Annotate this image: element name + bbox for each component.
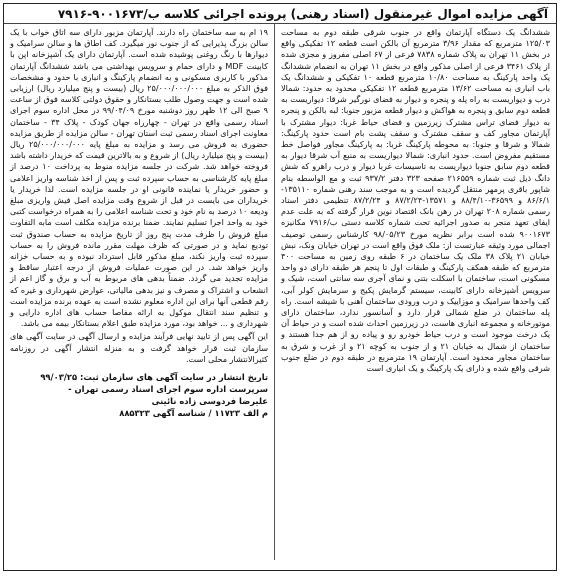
right-column	[274, 24, 556, 560]
left-column	[4, 24, 274, 560]
notice-footer	[10, 371, 268, 419]
publication-date: تاریخ انتشار در سایت آگهی های سازمان ثبت: ۹۹/۰۳/۲۵	[40, 372, 268, 383]
office-name: سرپرست اداره سوم اجرای اسناد رسمی تهران -	[68, 384, 268, 395]
signer-name: علیرضا فردوسی زاده نائینی	[151, 396, 268, 407]
auction-terms-paragraph: ۱۹ ام به سه ساختمان راه دارند. آپارتمان مزبور دارای سه اتاق خواب با یک سالن بزرگ پذیرایی که از جنوب نور میگیرد. کف اطاق ها و سالن سرامیک و دیوارها با رنگ روغنی پوشیده شده است. آپارتمان دارای یک آشپزخانه اپن با کابینت MDF و دارای حمام و سرویس بهداشتی می باشد ششدانگ آپارتمان مذکور با کاربری مسکونی و به انضمام پارکینگ و انباری با حدود و مشخصات فوق الذکر به مبلغ ۲۵/۰۰۰/۰۰۰/۰۰۰ ریال (بیست و پنج میلیارد ریال) ارزیابی شده است و جهت وصول طلب بستانکار و حقوق دولتی کلاسه فوق از ساعت ۹ صبح الی ۱۲ ظهر روز دوشنبه مورخ ۹۹/۰۴/۰۹ در محل اداره سوم اجرای اسناد رسمی واقع در تهران - چهارراه جهان کودک - پلاک ۳۴ - ساختمان معاونت اجرای اسناد رسمی ثبت استان تهران - سالن مزایده از طریق مزایده حضوری به فروش می رسد و مزایده به مبلغ پایه ۲۵/۰۰۰/۰۰۰/۰۰۰ ریال (بیست و پنج میلیارد ریال) از شروع و به بالاترین قیمت که خریدار داشته باشد فروخته خواهد شد. شرکت در جلسه مزایده منوط به پرداخت ۱۰ درصد از مبلغ پایه کارشناسی به حساب سپرده ثبت و پس از اخذ شناسه واریز اعلامی و حضور خریدار یا نماینده قانونی او در جلسه مزایده است. لذا خریدار یا خریداران می بایست در قبل از شروع وقت مزایده اصل فیش واریزی مبلغ ودیعه ۱۰ درصد به نام خود و تحت شناسه اعلامی را به همراه درخواست کتبی خود به واحد اجرا تسلیم نمایند. ضمنا برنده مزایده مکلف است مابه التفاوت مبلغ فروش را ظرف مدت پنج روز از تاریخ مزایده به حساب صندوق ثبت تودیع نماید و در صورتی که ظرف مهلت مقرر مانده فروش را به حساب سپرده ثبت واریز نکند، مبلغ مذکور قابل استرداد نبوده و به حساب خزانه واریز خواهد شد. در این صورت عملیات فروش از درجه اعتبار ساقط و مزایده تجدید می گردد. ضمناً بدهی های مربوط به آب و برق و گاز اعم از انشعاب و اشتراک و مصرف و نیز بدهی مالیاتی، عوارض شهرداری و غیره که رقم قطعی آنها برای این اداره معلوم نشده است به عهده برنده مزایده است و تنظیم سند انتقال موکول به ارائه مفاصا حساب های اداره دارایی و شهرداری و ... خواهد بود، مورد مزایده طبق اعلام بستانکار بیمه می باشد.	[10, 27, 269, 329]
notice-title: آگهی مزایده اموال غیرمنقول (اسناد رهنی) پرونده اجرائی کلاسه ب/۹۰۰۱۶۷۳-۷۹۱۶	[4, 4, 556, 24]
publication-note-paragraph: این آگهی پس از تایید نهایی فرآیند مزایده و ارسال آگهی در سایت آگهی های سازمان ثبت قرار خواهد گرفت و به منزله انتشار آگهی در روزنامه کثیرالانتشار محلی است.	[10, 331, 268, 364]
notice-code: م الف ۱۱۷۲۳ / شناسه آگهی ۸۸۵۳۲۳	[119, 408, 268, 419]
notice-columns	[4, 24, 556, 560]
auction-notice	[3, 3, 557, 571]
property-description-paragraph: ششدانگ یک دستگاه آپارتمان واقع در جنوب شرقی طبقه دوم به مساحت ۱۲۵/۰۳ مترمربع که مقدار ۳/۹۶ مترمربع آن بالکن است قطعه ۱۲ تفکیکی واقع در بخش ۱۱ تهران به پلاک شماره ۷۸۳۸ فرعی از ۶۷ اصلی مفروز و مجزی شده از پلاک ۳۴۶۱ فرعی از اصلی مذکور واقع در بخش ۱۱ تهران به انضمام ششدانگ یک واحد پارکینگ به مساحت ۱۰/۸۰ مترمربع قطعه ۱۰ تفکیکی و ششدانگ یک باب انباری به مساحت ۱۳/۶۲ مترمربع قطعه ۱۲ تفکیکی محدود به حدود: شمالا درب و دیواریست به راه پله و پنجره و دیوار به فضای نورگیر شرقا: دیواریست به قطعه دوم سابق و پنجره به هواکش و دیوار قطعه مزبور جنوبا: لبه بالکن و پنجره به دیوار فضای تراس مشترک زیرزمین و فضای حیاط غربا: دیوار مشترک با آپارتمان مجاور کف و سقف مشترک و سقف پشت بام است حدود پارکینگ: شمالا و شرقا و جنوبا: به محوطه پارکینگ غربا: به پارکینگ مجاور فواصل خط مستقیم مفروض است. حدود انباری: شمالا دیواریست به منبع آب شرقا دیوار به قطعه دوم سابق جنوبا دیواریست به تاسیسات غربا دیوار و درب راهرو که شش دانگ ذیل ثبت شماره ۲۱۶۵۵۹ صفحه ۳۲۳ دفتر ۹۳۷/۲ ثبت و مع الواسطه بنام شاپور باقری پرمهر منتقل گردیده است و به موجب سند رهنی شماره ۱۳۵۱۱۰- ۸۶/۶/۱ و ۳۶۵۹۹-۸۸/۴/۱۰ و ۱۳۵۷۱-۸۷/۲/۲۴ و ۸۷/۲/۲۴ تنظیمی دفتر اسناد رسمی شماره ۲۰۸ تهران در رهن بانک اقتصاد نوین قرار گرفته که به علت عدم ایفای تعهد منجر به صدور اجرائیه تحت شماره کلاسه دستی ب/۷۹۱۶ مکانیزه ۹۰۰۱۶۷۳ شده است برابر نظریه مورخ ۹۸/۰۵/۲۳ کارشناس رسمی توصیف اجمالی مورد وثیقه عبارتست از: ملک فوق واقع است در تهران خیابان ونک، نبش خیابان ۲۱ پلاک ۳۸ ملک یک ساختمان در ۶ طبقه روی زمین به مساحت ۴۰۰ مترمربع که طبقه همکف پارکینگ و طبقات اول تا پنجم هر طبقه دارای دو واحد مسکونی است، ساختمان با اسکلت بتنی و نمای آجری سه سانتی است، شیک و سرویس آشپزخانه دارای کابینت، سیستم گرمایش پکیج و سرمایش کولر آبی، کف واحدها سرامیک و موزاییک و درب ورودی ساختمان آهنی با شیشه است. راه پله ساختمان در ضلع شمالی قرار دارد و آسانسور ندارد، ساختمان دارای موتورخانه و مجموعه انباری هاست، در زیرزمین احداث شده است و در حیاط آن یک درخت موجود است و درب حیاط خودرو رو و پیاده رو از هم جدا هستند و ساختمان از شمال به خیابان ۲۱ و از جنوب به کوچه ۲۱ و از غرب و شرق به ساختمان مجاور محدود است. آپارتمان ۱۹ مترمربع در طبقه دوم در ضلع جنوب شرقی واقع شده و دارای یک پارکینگ و یک انباری است	[281, 27, 551, 374]
